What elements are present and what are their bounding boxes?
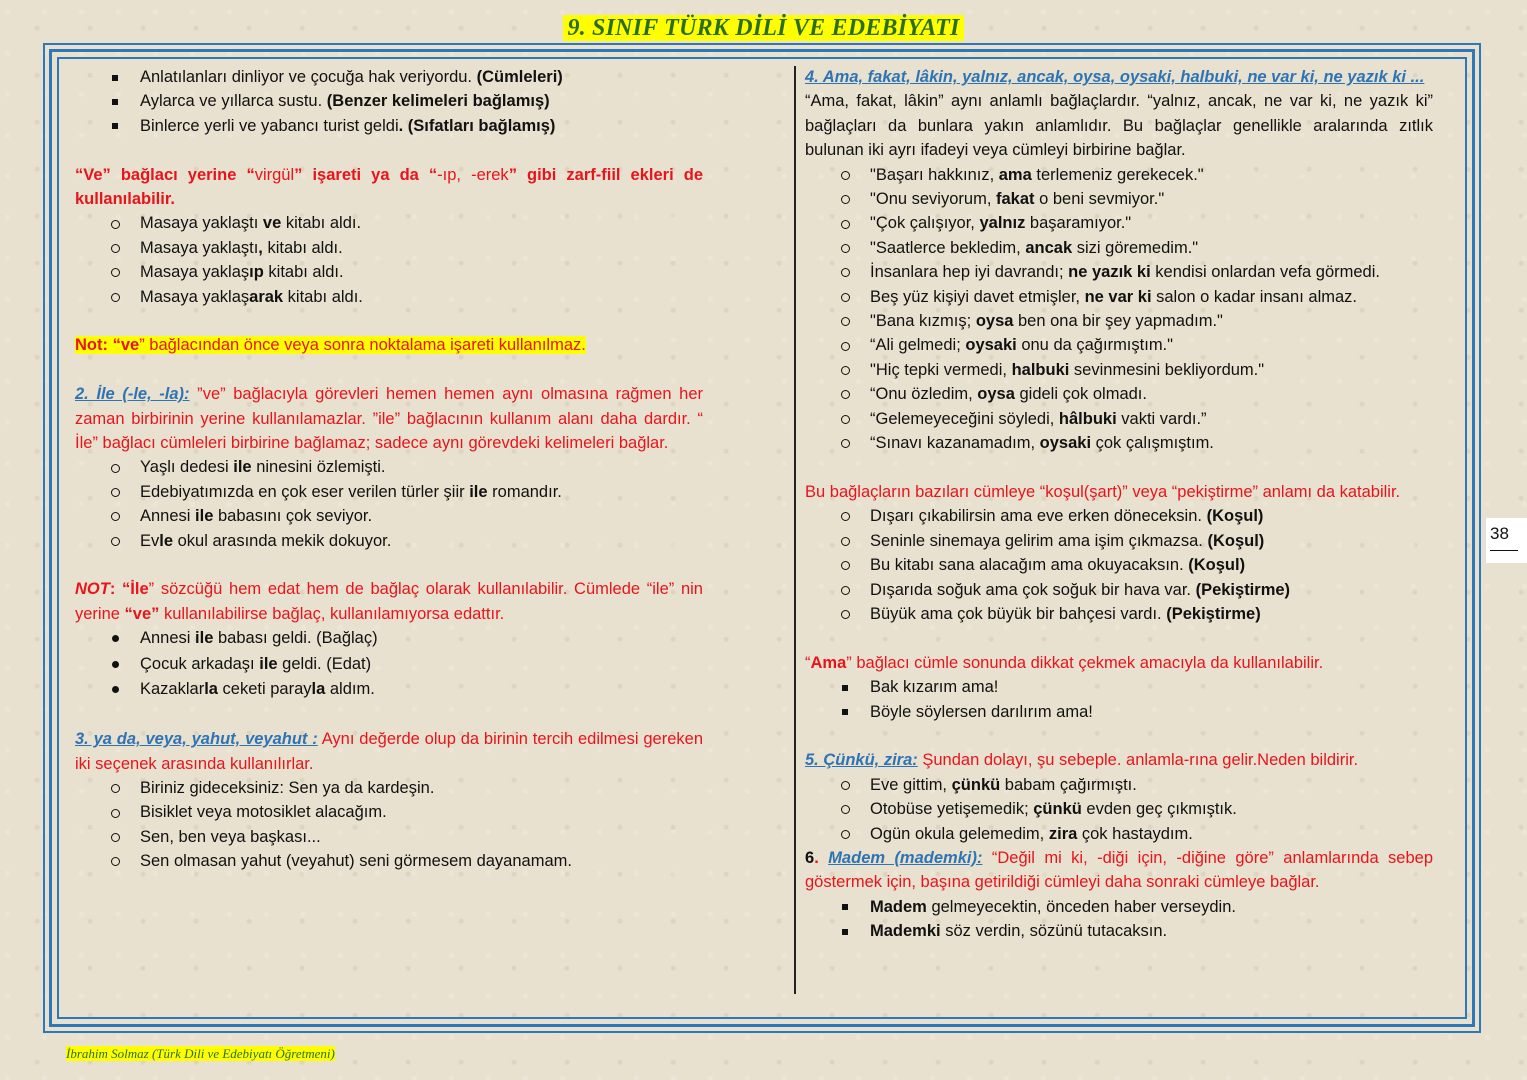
circle-bullet-icon (838, 602, 852, 626)
circle-bullet-icon (838, 187, 852, 211)
ama-sentence-end-paragraph: “Ama” bağlacı cümle sonunda dikkat çekmek amacıyla da kullanılabilir. (805, 653, 1324, 672)
list-item: Mademki söz verdin, sözünü tutacaksın. (805, 919, 1433, 943)
ile-examples-list (75, 455, 703, 553)
circle-bullet-icon (838, 773, 852, 797)
section-heading-ya-da: 3. ya da, veya, yahut, veyahut : (75, 730, 318, 749)
circle-bullet-icon (838, 211, 852, 235)
ile-note-examples-list (75, 626, 703, 703)
list-item: Masaya yaklaştı, kitabı aldı. (75, 236, 703, 260)
section-heading-cunku: 5. Çünkü, zira: (805, 751, 918, 770)
square-bullet-icon (838, 700, 852, 724)
list-item: Aylarca ve yıllarca sustu. (Benzer kelimeleri bağlamış) (75, 89, 703, 113)
list-item: Otobüse yetişemedik; çünkü evden geç çıkmıştık. (805, 797, 1433, 821)
dot-bullet-icon (108, 652, 122, 678)
square-bullet-icon (108, 89, 122, 113)
circle-bullet-icon (108, 529, 122, 553)
list-item: “Gelemeyeceğini söyledi, hâlbuki vakti vardı.” (805, 407, 1433, 431)
circle-bullet-icon (108, 480, 122, 504)
circle-bullet-icon (108, 260, 122, 284)
list-item: "Çok çalışıyor, yalnız başaramıyor." (805, 211, 1433, 235)
page-number-tab (1485, 518, 1527, 563)
circle-bullet-icon (838, 504, 852, 528)
circle-bullet-icon (108, 776, 122, 800)
list-item: Binlerce yerli ve yabancı turist geldi. (Sıfatları bağlamış) (75, 114, 703, 138)
page-number: 38 (1490, 524, 1518, 551)
section-heading-madem: Madem (mademki): (828, 848, 983, 867)
list-item: Masaya yaklaştı ve kitabı aldı. (75, 211, 703, 235)
ve-examples-list (75, 65, 703, 138)
list-item: Evle okul arasında mekik dokuyor. (75, 529, 703, 553)
circle-bullet-icon (838, 529, 852, 553)
ile-section-paragraph: 2. İle (-le, -la): ”ve” bağlacıyla görevleri hemen hemen aynı olmasına rağmen her zaman birbirinin yerine kullanılamazlar. ”ile” bağlacının kullanım alanı daha dardır. “ İle” bağlacı cümleleri birbirine bağlamaz; sadece aynı görevdeki kelimeleri bağlar. (75, 385, 704, 453)
ama-examples-list (805, 163, 1433, 456)
circle-bullet-icon (838, 333, 852, 357)
note-ile-paragraph: NOT: “İle” sözcüğü hem edat hem de bağlaç olarak kullanılabilir. Cümlede “ile” nin yerine “ve” kullanılabilirse bağlaç, kullanılamıyorsa edattır. (75, 580, 703, 623)
list-item: Yaşlı dedesi ile ninesini özlemişti. (75, 455, 703, 479)
list-item: Bisiklet veya motosiklet alacağım. (75, 800, 703, 824)
column-divider (794, 66, 796, 994)
circle-bullet-icon (108, 800, 122, 824)
masaya-examples-list (75, 211, 703, 309)
page-title: 9. SINIF TÜRK DİLİ VE EDEBİYATI (563, 15, 963, 41)
circle-bullet-icon (838, 358, 852, 382)
section-heading-ile: 2. İle (-le, -la): (75, 385, 190, 404)
list-item: Anlatılanları dinliyor ve çocuğa hak veriyordu. (Cümleleri) (75, 65, 703, 89)
circle-bullet-icon (108, 849, 122, 873)
ya-da-examples-list (75, 776, 703, 874)
list-item: Seninle sinemaya gelirim ama işim çıkmazsa. (Koşul) (805, 529, 1433, 553)
list-item: Çocuk arkadaşı ile geldi. (Edat) (75, 652, 703, 678)
circle-bullet-icon (838, 260, 852, 284)
circle-bullet-icon (838, 163, 852, 187)
list-item: "Saatlerce bekledim, ancak sizi göremedim." (805, 236, 1433, 260)
list-item: Ogün okula gelemedim, zira çok hastaydım. (805, 822, 1433, 846)
circle-bullet-icon (838, 797, 852, 821)
list-item: Masaya yaklaşarak kitabı aldı. (75, 285, 703, 309)
circle-bullet-icon (108, 211, 122, 235)
cunku-examples-list (805, 773, 1433, 846)
dot-bullet-icon (108, 677, 122, 703)
circle-bullet-icon (108, 285, 122, 309)
list-item: Eve gittim, çünkü babam çağırmıştı. (805, 773, 1433, 797)
page-header (0, 15, 1527, 42)
list-item: "Hiç tepki vermedi, halbuki sevinmesini bekliyordum." (805, 358, 1433, 382)
list-item: “Sınavı kazanamadım, oysaki çok çalışmıştım. (805, 431, 1433, 455)
cunku-section-paragraph: 5. Çünkü, zira: Şundan dolayı, şu sebeple. anlamla-rına gelir.Neden bildirir. (805, 751, 1359, 770)
list-item: Bu kitabı sana alacağım ama okuyacaksın. (Koşul) (805, 553, 1433, 577)
ya-da-section-paragraph: 3. ya da, veya, yahut, veyahut : Aynı değerde olup da birinin tercih edilmesi gereken iki seçenek arasında kullanılırlar. (75, 730, 703, 773)
list-item: Sen, ben veya başkası... (75, 825, 703, 849)
circle-bullet-icon (838, 309, 852, 333)
circle-bullet-icon (838, 407, 852, 431)
list-item: Edebiyatımızda en çok eser verilen türler şiir ile romandır. (75, 480, 703, 504)
circle-bullet-icon (838, 578, 852, 602)
kosul-examples-list (805, 504, 1433, 626)
circle-bullet-icon (838, 382, 852, 406)
footer-author: İbrahim Solmaz (Türk Dili ve Edebiyatı Öğretmeni) (66, 1046, 335, 1061)
list-item: "Başarı hakkınız, ama terlemeniz gerekecek." (805, 163, 1433, 187)
circle-bullet-icon (108, 236, 122, 260)
list-item: Annesi ile babasını çok seviyor. (75, 504, 703, 528)
list-item: Biriniz gideceksiniz: Sen ya da kardeşin. (75, 776, 703, 800)
list-item: Kazaklarla ceketi parayla aldım. (75, 677, 703, 703)
circle-bullet-icon (838, 236, 852, 260)
square-bullet-icon (838, 675, 852, 699)
list-item: Dışarıda soğuk ama çok soğuk bir hava var. (Pekiştirme) (805, 578, 1433, 602)
footer (66, 1046, 335, 1062)
list-item: Sen olmasan yahut (veyahut) seni görmesem dayanamam. (75, 849, 703, 873)
square-bullet-icon (108, 114, 122, 138)
dot-bullet-icon (108, 626, 122, 652)
right-column (805, 65, 1433, 944)
list-item: İnsanlara hep iyi davrandı; ne yazık ki kendisi onlardan vefa görmedi. (805, 260, 1433, 284)
madem-section-paragraph: 6. Madem (mademki): “Değil mi ki, -diği için, -diğine göre” anlamlarında sebep göstermek için, başına getirildiği cümleyi daha sonraki cümleye bağlar. (805, 848, 1434, 892)
ama-section-paragraph: “Ama, fakat, lâkin” aynı anlamlı bağlaçlardır. “yalnız, ancak, ne var ki, ne yazık ki” bağlaçları da bunlara yakın anlamlıdır. Bu bağlaçlar genellikle aralarında zıtlık bulunan iki ayrı ifadeyi veya cümleyi birbirine bağlar. (805, 92, 1433, 160)
left-column (75, 65, 703, 874)
circle-bullet-icon (838, 553, 852, 577)
list-item: Beş yüz kişiyi davet etmişler, ne var ki salon o kadar insanı almaz. (805, 285, 1433, 309)
note-punctuation: Not: “ve” bağlacından önce veya sonra noktalama işareti kullanılmaz. (75, 336, 586, 355)
list-item: "Bana kızmış; oysa ben ona bir şey yapmadım." (805, 309, 1433, 333)
list-item: "Onu seviyorum, fakat o beni sevmiyor." (805, 187, 1433, 211)
list-item: Büyük ama çok büyük bir bahçesi vardı. (Pekiştirme) (805, 602, 1433, 626)
madem-examples-list (805, 895, 1433, 944)
list-item: Annesi ile babası geldi. (Bağlaç) (75, 626, 703, 652)
list-item: Masaya yaklaşıp kitabı aldı. (75, 260, 703, 284)
list-item: “Onu özledim, oysa gideli çok olmadı. (805, 382, 1433, 406)
ama-end-examples-list (805, 675, 1433, 724)
ve-replacement-paragraph: “Ve” bağlacı yerine “virgül” işareti ya da “-ıp, -erek” gibi zarf-fiil ekleri de kullanılabilir. (75, 165, 704, 209)
circle-bullet-icon (108, 825, 122, 849)
list-item: Madem gelmeyecektin, önceden haber verseydin. (805, 895, 1433, 919)
ama-section-heading: 4. Ama, fakat, lâkin, yalnız, ancak, oysa, oysaki, halbuki, ne var ki, ne yazık ki ... (805, 68, 1425, 86)
square-bullet-icon (838, 919, 852, 943)
list-item: Dışarı çıkabilirsin ama eve erken döneceksin. (Koşul) (805, 504, 1433, 528)
square-bullet-icon (838, 895, 852, 919)
circle-bullet-icon (108, 455, 122, 479)
list-item: “Ali gelmedi; oysaki onu da çağırmıştım." (805, 333, 1433, 357)
kosul-paragraph: Bu bağlaçların bazıları cümleye “koşul(şart)” veya “pekiştirme” anlamı da katabilir. (805, 482, 1401, 501)
list-item: Bak kızarım ama! (805, 675, 1433, 699)
circle-bullet-icon (838, 822, 852, 846)
square-bullet-icon (108, 65, 122, 89)
circle-bullet-icon (108, 504, 122, 528)
circle-bullet-icon (838, 431, 852, 455)
list-item: Böyle söylersen darılırım ama! (805, 700, 1433, 724)
circle-bullet-icon (838, 285, 852, 309)
